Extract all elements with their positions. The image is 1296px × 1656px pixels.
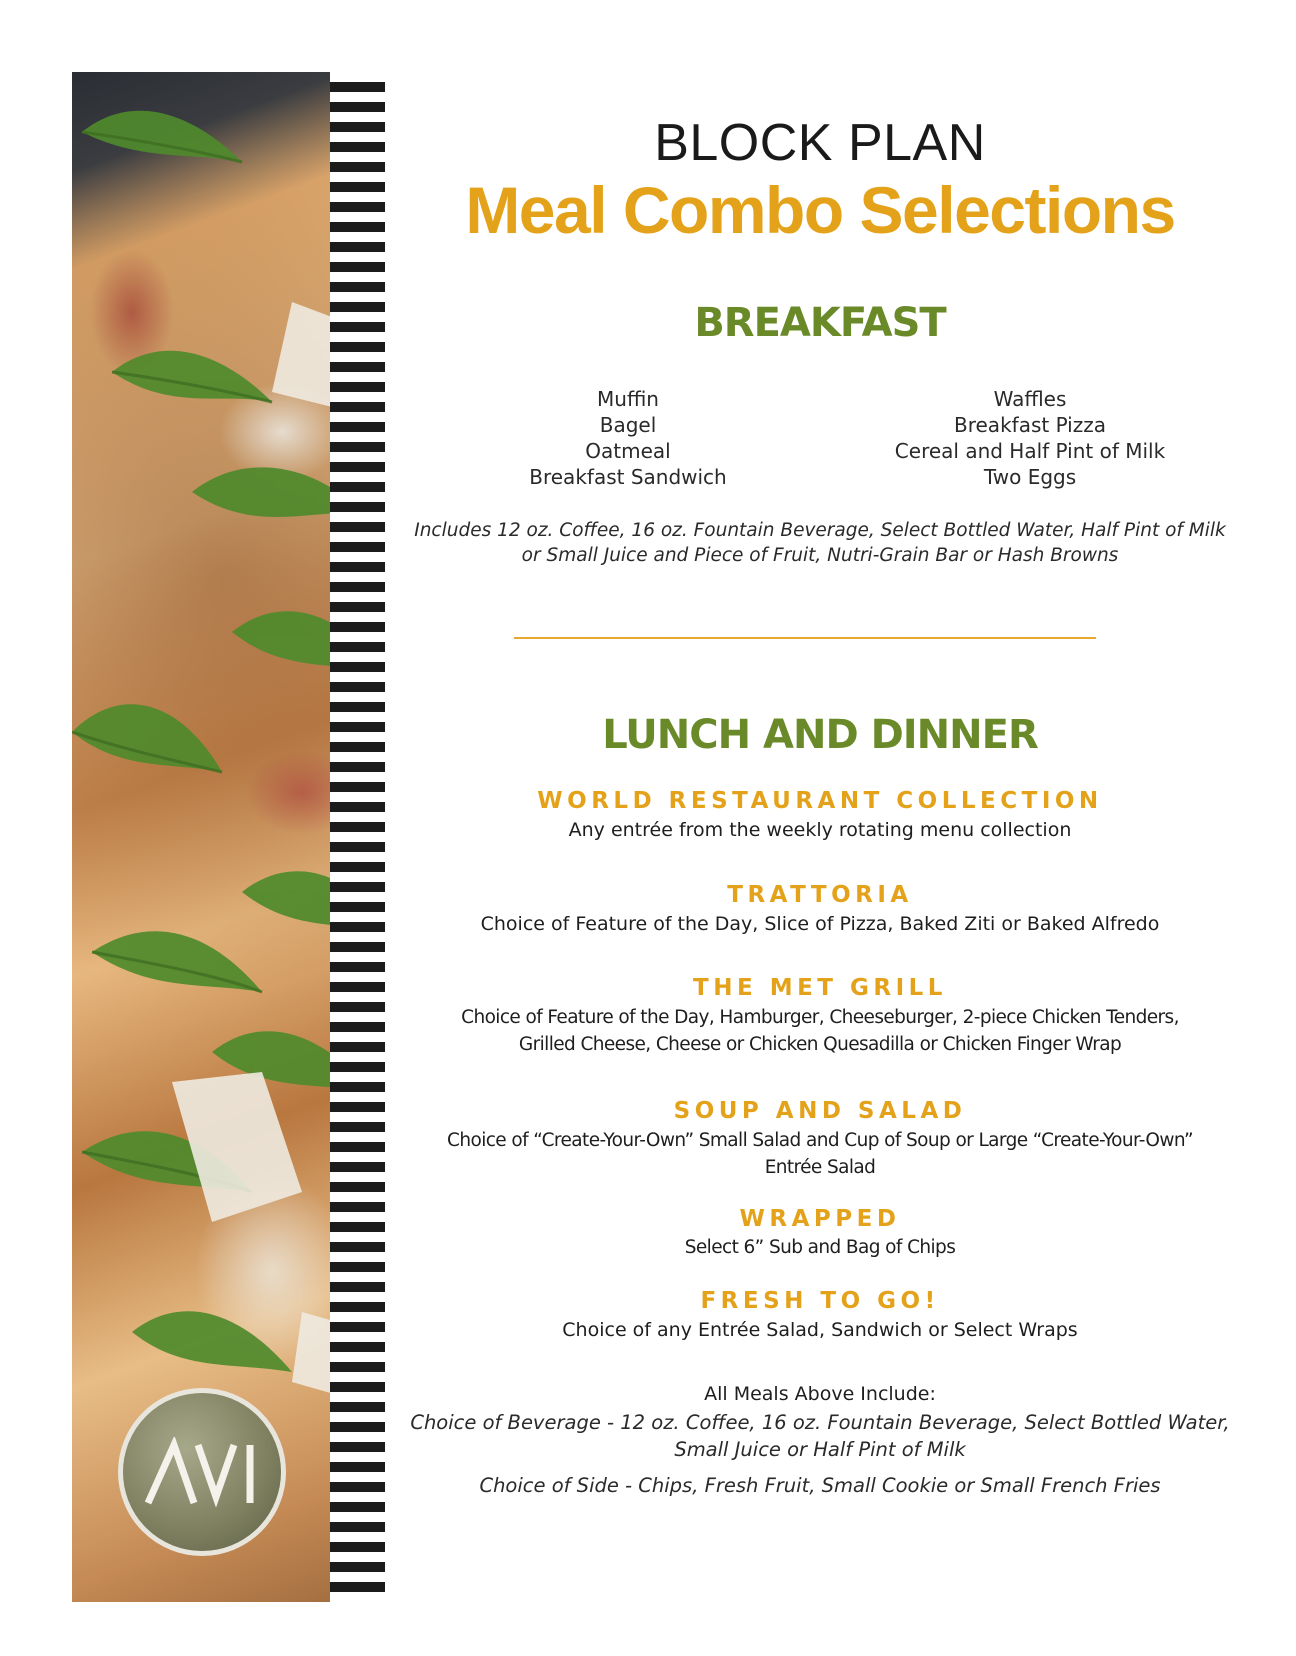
list-item: Bagel bbox=[599, 413, 657, 437]
side-choice-line: Choice of Side - Chips, Fresh Fruit, Small Cookie or Small French Fries bbox=[479, 1474, 1161, 1497]
section-title-met-grill: THE MET GRILL bbox=[693, 975, 947, 1001]
section-desc-trattoria: Choice of Feature of the Day, Slice of Pizza, Baked Ziti or Baked Alfredo bbox=[480, 913, 1160, 935]
list-item: Breakfast Pizza bbox=[954, 413, 1106, 437]
list-item: Oatmeal bbox=[585, 439, 671, 463]
list-item: Muffin bbox=[597, 387, 659, 411]
section-desc-met-grill-line2: Grilled Cheese, Cheese or Chicken Quesadilla or Chicken Finger Wrap bbox=[518, 1034, 1122, 1055]
beverage-choice-line2: Small Juice or Half Pint of Milk bbox=[674, 1438, 966, 1461]
section-desc-fresh-to-go: Choice of any Entrée Salad, Sandwich or Select Wraps bbox=[562, 1319, 1078, 1341]
all-meals-label: All Meals Above Include: bbox=[704, 1383, 936, 1405]
beverage-choice-line1: Choice of Beverage - 12 oz. Coffee, 16 oz. Fountain Beverage, Select Bottled Water, bbox=[410, 1411, 1230, 1434]
breakfast-right-list bbox=[870, 386, 1190, 490]
section-title-trattoria: TRATTORIA bbox=[727, 882, 913, 908]
breakfast-includes-line1: Includes 12 oz. Coffee, 16 oz. Fountain Beverage, Select Bottled Water, Half Pint of Milk bbox=[414, 520, 1226, 541]
list-item: Cereal and Half Pint of Milk bbox=[894, 439, 1166, 463]
section-title-world-restaurant: WORLD RESTAURANT COLLECTION bbox=[537, 788, 1103, 814]
section-desc-soup-salad-line2: Entrée Salad bbox=[764, 1157, 876, 1178]
section-title-fresh-to-go: FRESH TO GO! bbox=[700, 1288, 940, 1314]
list-item: Waffles bbox=[993, 387, 1067, 411]
section-title-soup-salad: SOUP AND SALAD bbox=[673, 1098, 967, 1124]
list-item: Two Eggs bbox=[983, 465, 1077, 489]
section-desc-soup-salad-line1: Choice of “Create-Your-Own” Small Salad and Cup of Soup or Large “Create-Your-Own” bbox=[447, 1130, 1193, 1151]
breakfast-includes-line2: or Small Juice and Piece of Fruit, Nutri-Grain Bar or Hash Browns bbox=[521, 545, 1119, 566]
section-desc-met-grill-line1: Choice of Feature of the Day, Hamburger, Cheeseburger, 2-piece Chicken Tenders, bbox=[461, 1007, 1179, 1028]
list-item: Breakfast Sandwich bbox=[529, 465, 727, 489]
spiral-binding-edge bbox=[385, 72, 397, 1602]
section-divider bbox=[514, 637, 1096, 639]
breakfast-heading: BREAKFAST bbox=[694, 300, 946, 346]
lunch-dinner-heading: LUNCH AND DINNER bbox=[602, 712, 1038, 758]
avi-logo-mark bbox=[142, 1437, 262, 1507]
page-title-block-plan: BLOCK PLAN bbox=[654, 114, 986, 172]
section-desc-wrapped: Select 6” Sub and Bag of Chips bbox=[684, 1237, 956, 1258]
page-title-meal-combo: Meal Combo Selections bbox=[465, 173, 1175, 247]
section-desc-world-restaurant: Any entrée from the weekly rotating menu collection bbox=[568, 819, 1072, 841]
breakfast-left-list bbox=[468, 386, 788, 490]
section-title-wrapped: WRAPPED bbox=[739, 1206, 901, 1232]
avi-logo-icon bbox=[118, 1388, 286, 1556]
spiral-binding bbox=[330, 72, 390, 1602]
